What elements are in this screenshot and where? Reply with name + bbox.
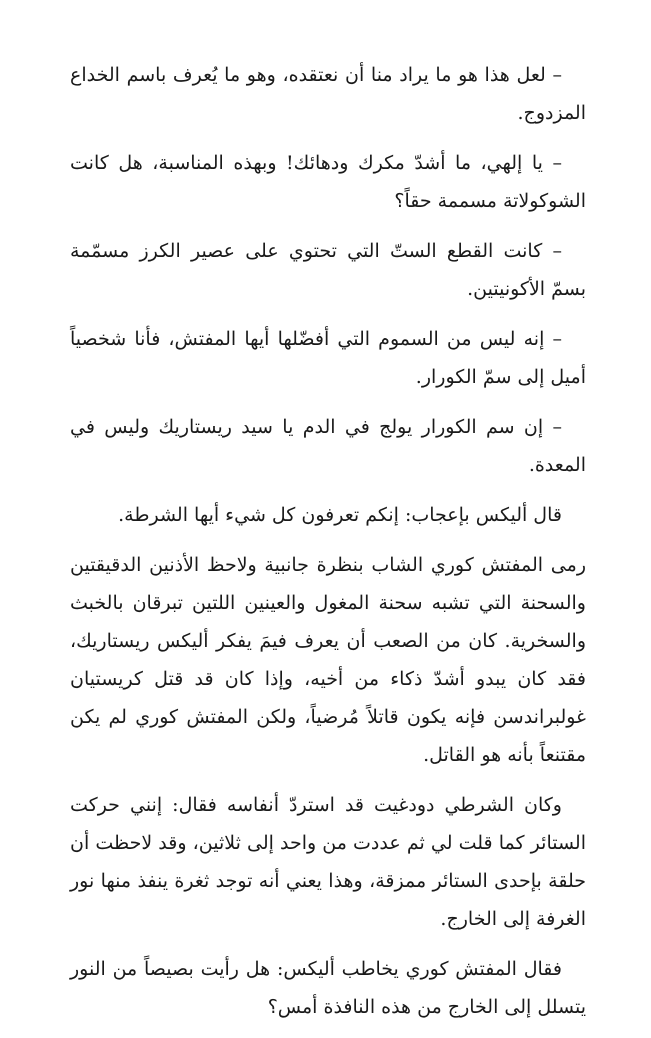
book-page bbox=[70, 56, 586, 1038]
paragraph-8: وكان الشرطي دودغيت قد استردّ أنفاسه فقال: إنني حركت الستائر كما قلت لي ثم عددت من واحد إلى ثلاثين، وقد لاحظت أن حلقة بإحدى الستائر ممزقة، وهذا يعني أنه توجد ثغرة ينفذ منها نور الغرفة إلى الخارج. bbox=[70, 794, 586, 930]
paragraph-5: – إن سم الكورار يولج في الدم يا سيد ريستاريك وليس في المعدة. bbox=[70, 416, 586, 476]
paragraph-9: فقال المفتش كوري يخاطب أليكس: هل رأيت بصيصاً من النور يتسلل إلى الخارج من هذه النافذة أمس؟ bbox=[70, 958, 586, 1018]
paragraph-7: رمى المفتش كوري الشاب بنظرة جانبية ولاحظ الأذنين الدقيقتين والسحنة التي تشبه سحنة المغول والعينين اللتين تبرقان بالخبث والسخرية. كان من الصعب أن يعرف فيمَ يفكر أليكس ريستاريك، فقد كان يبدو أشدّ ذكاء من أخيه، وإذا كان قد قتل كريستيان غولبراندسن فإنه يكون قاتلاً مُرضياً، ولكن المفتش كوري لم يكن مقتنعاً بأنه هو القاتل. bbox=[70, 554, 586, 766]
paragraph-4: – إنه ليس من السموم التي أفضّلها أيها المفتش، فأنا شخصياً أميل إلى سمّ الكورار. bbox=[70, 328, 586, 388]
paragraph-2: – يا إلهي، ما أشدّ مكرك ودهائك! وبهذه المناسبة، هل كانت الشوكولاتة مسممة حقاً؟ bbox=[70, 152, 586, 212]
paragraph-6: قال أليكس بإعجاب: إنكم تعرفون كل شيء أيها الشرطة. bbox=[118, 504, 562, 526]
paragraph-1: – لعل هذا هو ما يراد منا أن نعتقده، وهو ما يُعرف باسم الخداع المزدوج. bbox=[70, 64, 586, 124]
paragraph-3: – كانت القطع الستّ التي تحتوي على عصير الكرز مسمّمة بسمّ الأكونيتين. bbox=[70, 240, 586, 300]
